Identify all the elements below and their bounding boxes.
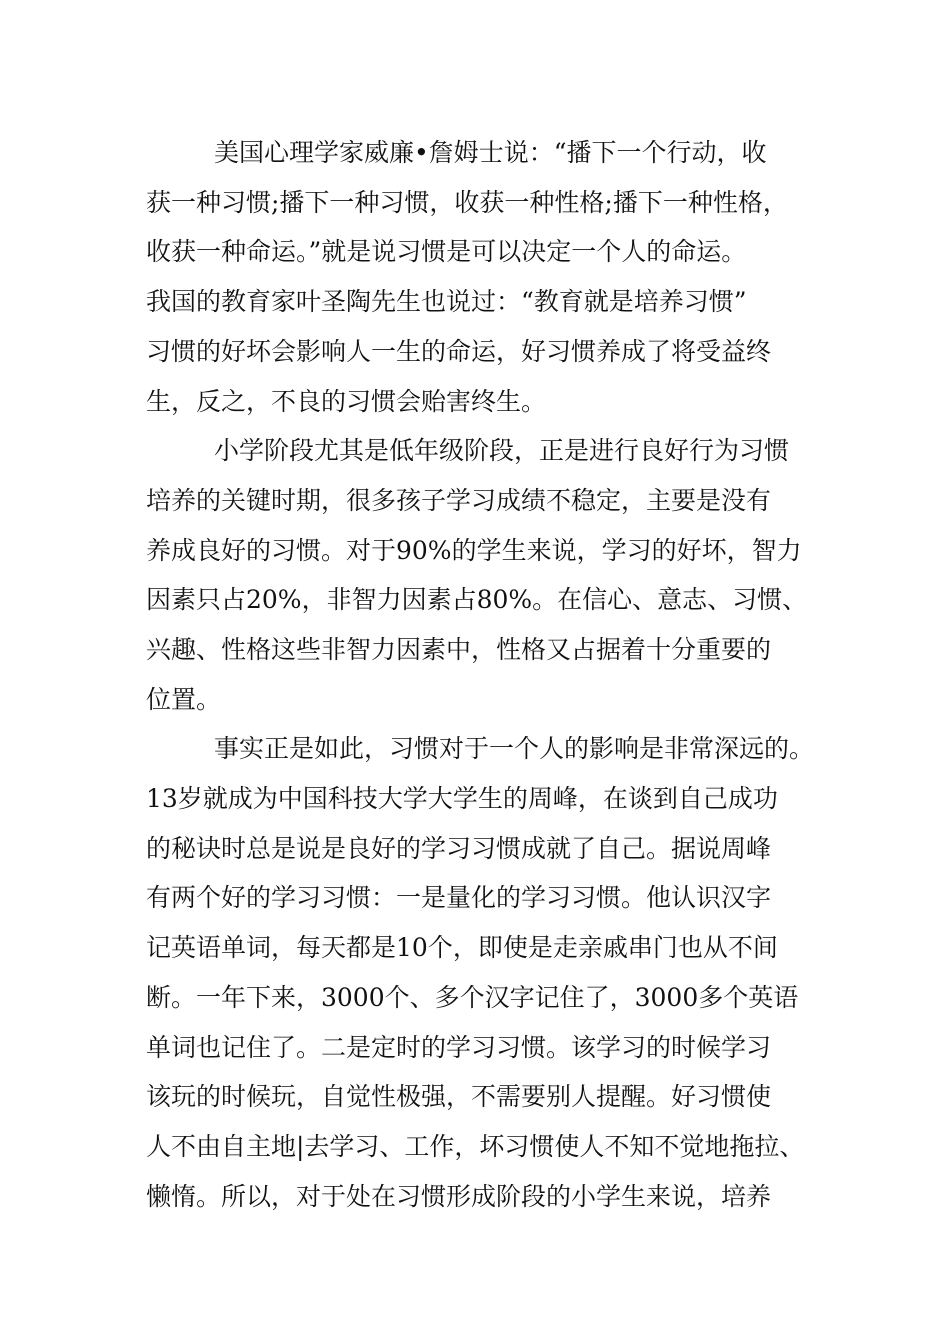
text-line: 位置。 — [146, 685, 222, 714]
text-line: 习惯的好坏会影响人一生的命运，好习惯养成了将受益终 — [146, 337, 772, 366]
text-line: 兴趣、性格这些非智力因素中，性格又占据着十分重要的 — [146, 635, 772, 664]
text-line: 13岁就成为中国科技大学大学生的周峰，在谈到自己成功 — [146, 784, 778, 813]
text-line: 单词也记住了。二是定时的学习习惯。该学习的时候学习 — [146, 1033, 772, 1062]
text-line: 该玩的时候玩，自觉性极强，不需要别人提醒。好习惯使 — [146, 1082, 772, 1111]
text-line: 有两个好的学习习惯：一是量化的学习习惯。他认识汉字 — [146, 883, 772, 912]
text-line: 我国的教育家叶圣陶先生也说过：“教育就是培养习惯” — [146, 287, 747, 316]
text-line: 的秘诀时总是说是良好的学习习惯成就了自己。据说周峰 — [146, 834, 772, 863]
text-line: 懒惰。所以，对于处在习惯形成阶段的小学生来说，培养 — [146, 1182, 772, 1211]
text-line: 记英语单词，每天都是10个，即使是走亲戚串门也从不间 — [146, 933, 778, 962]
text-line: 小学阶段尤其是低年级阶段，正是进行良好行为习惯 — [214, 436, 790, 465]
text-line: 断。一年下来，3000个、多个汉字记住了，3000多个英语 — [146, 983, 799, 1012]
text-line: 人不由自主地|去学习、工作，坏习惯使人不知不觉地拖拉、 — [146, 1132, 805, 1161]
text-line: 美国心理学家威廉•詹姆士说：“播下一个行动，收 — [214, 138, 767, 167]
text-line: 养成良好的习惯。对于90%的学生来说，学习的好坏，智力 — [146, 536, 802, 565]
text-line: 获一种习惯;播下一种习惯，收获一种性格;播下一种性格， — [146, 188, 788, 217]
text-line: 因素只占20%，非智力因素占80%。在信心、意志、习惯、 — [146, 585, 808, 614]
text-line: 事实正是如此，习惯对于一个人的影响是非常深远的。 — [214, 734, 815, 763]
text-line: 收获一种命运。”就是说习惯是可以决定一个人的命运。 — [146, 237, 747, 266]
text-line: 生，反之，不良的习惯会贻害终生。 — [146, 387, 547, 416]
text-line: 培养的关键时期，很多孩子学习成绩不稳定，主要是没有 — [146, 486, 772, 515]
